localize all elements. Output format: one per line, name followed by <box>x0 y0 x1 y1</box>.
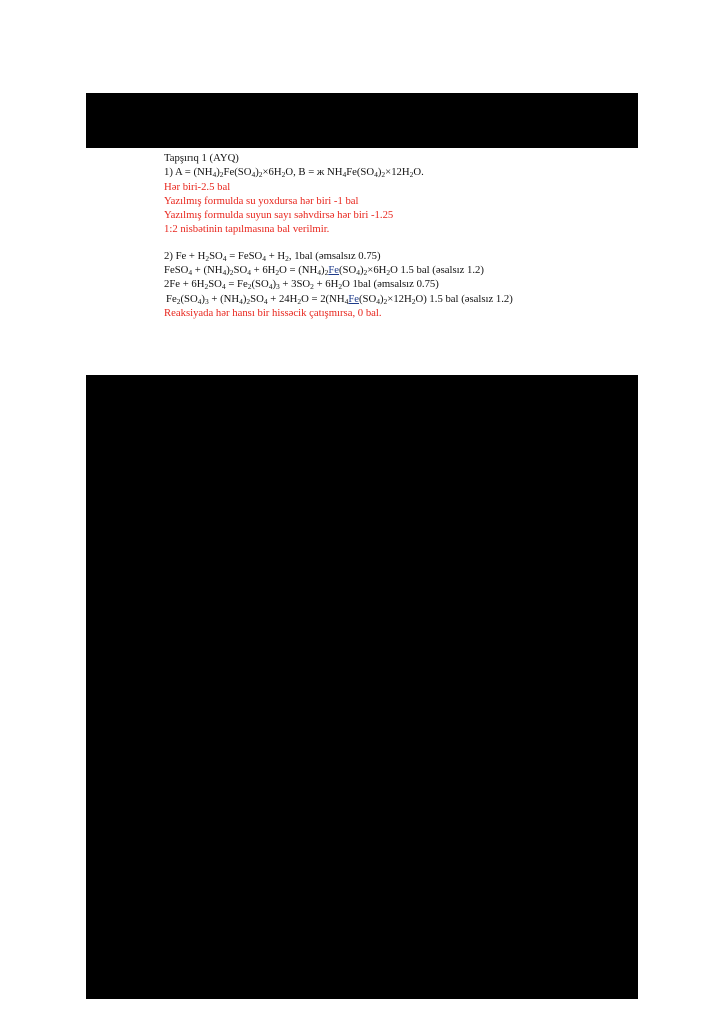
text-fragment: SO <box>233 264 248 277</box>
subscript: 2 <box>281 170 286 180</box>
subscript: 2 <box>386 268 391 278</box>
underlined-fragment: Fe <box>328 264 339 277</box>
subscript: 2 <box>381 170 386 180</box>
subscript: 4 <box>356 268 360 278</box>
subscript: 4 <box>251 170 256 180</box>
text-fragment: (SO <box>359 292 377 305</box>
text-fragment: + (NH <box>192 264 223 277</box>
redaction-block-top <box>86 93 638 148</box>
grading-note-missing-particle: Reaksiyada hər hansı bir hissəcik çatışmırsa, 0 bal. <box>164 306 382 319</box>
text-fragment: ) <box>226 264 230 277</box>
subscript: 2 <box>411 296 416 306</box>
text-fragment: O 1bal (əmsalsız 0.75) <box>342 278 439 291</box>
text-fragment: + 3SO <box>279 278 311 291</box>
task-title: Tapşırıq 1 (AYQ) <box>164 152 239 164</box>
text-fragment: 2) Fe + H <box>164 249 206 262</box>
subscript: 2 <box>246 296 251 306</box>
document-body <box>164 151 634 320</box>
paragraph-gap <box>164 237 634 249</box>
subscript: 2 <box>383 296 388 306</box>
text-fragment: Fe(SO <box>346 166 375 179</box>
text-fragment: ×6H <box>262 166 282 179</box>
subscript: 4 <box>222 253 227 263</box>
grading-note-each: Hər biri-2.5 bal <box>164 180 231 193</box>
text-fragment: SO <box>208 278 222 291</box>
subscript: 2 <box>219 170 224 180</box>
text-fragment: ×12H <box>385 166 410 179</box>
text-fragment: + 24H <box>267 292 298 305</box>
subscript: 4 <box>239 296 243 306</box>
grading-note-wrong-water: Yazılmış formulda suyun sayı səhvdirsə hər biri -1.25 <box>164 209 394 222</box>
text-fragment: (SO <box>180 292 198 305</box>
subscript: 2 <box>204 282 209 292</box>
text-fragment: + 6H <box>250 264 276 277</box>
text-fragment: ) <box>359 264 364 277</box>
reaction-line-1 <box>164 249 634 263</box>
subscript: 4 <box>317 268 321 278</box>
subscript: 2 <box>258 170 263 180</box>
text-fragment: = Fe <box>225 278 248 291</box>
subscript: 2 <box>285 253 289 263</box>
subscript: 2 <box>409 170 414 180</box>
subscript: 4 <box>188 268 193 278</box>
text-fragment: (SO <box>251 278 269 291</box>
subscript: 4 <box>212 170 217 180</box>
text-fragment: 1) A = (NH <box>164 166 213 179</box>
text-fragment: O 1.5 bal (əsalsız 1.2) <box>390 264 484 277</box>
text-fragment: ) <box>242 292 247 305</box>
subscript: 2 <box>338 282 343 292</box>
text-fragment: ×6H <box>367 264 387 277</box>
text-fragment: 2Fe + 6H <box>164 278 205 291</box>
text-fragment: O = (NH <box>279 264 318 277</box>
subscript: 4 <box>268 282 273 292</box>
text-fragment: ) <box>216 166 220 179</box>
text-fragment: + 6H <box>313 278 339 291</box>
reaction-line-3 <box>164 277 634 291</box>
text-fragment: ) <box>321 264 325 277</box>
subscript: 4 <box>344 296 349 306</box>
text-fragment: O) 1.5 bal (əsalsız 1.2) <box>415 292 513 305</box>
underlined-fragment: Fe <box>348 292 359 305</box>
subscript: 2 <box>324 268 329 278</box>
subscript: 4 <box>262 253 267 263</box>
subscript: 2 <box>205 253 210 263</box>
reaction-line-2 <box>164 263 634 277</box>
subscript: 4 <box>197 296 202 306</box>
reaction-line-4 <box>164 292 634 306</box>
text-fragment: + H <box>266 249 286 262</box>
subscript: 4 <box>221 282 226 292</box>
text-fragment: ) <box>379 292 384 305</box>
text-fragment: Fe(SO <box>223 166 252 179</box>
text-fragment: O, B = ж NH <box>285 166 343 179</box>
text-fragment: SO <box>250 292 264 305</box>
text-fragment: + (NH <box>208 292 240 305</box>
text-fragment: ) <box>201 292 205 305</box>
text-fragment: ) <box>272 278 276 291</box>
text-fragment: Fe <box>166 292 177 305</box>
grading-note-ratio: 1:2 nisbətinin tapılmasına bal verilmir. <box>164 223 330 236</box>
text-fragment: = FeSO <box>226 249 263 262</box>
subscript: 2 <box>229 268 234 278</box>
subscript: 3 <box>276 282 280 292</box>
subscript: 2 <box>363 268 368 278</box>
grading-note-no-water: Yazılmış formulda su yoxdursa hər biri -1 bal <box>164 194 359 207</box>
text-fragment: ) <box>377 166 382 179</box>
answer-formulas-line <box>164 165 634 179</box>
text-fragment: , 1bal (əmsalsız 0.75) <box>288 249 381 262</box>
subscript: 2 <box>297 296 302 306</box>
subscript: 3 <box>204 296 209 306</box>
subscript: 2 <box>275 268 280 278</box>
text-fragment: ) <box>255 166 259 179</box>
text-fragment: O. <box>413 166 424 179</box>
redaction-block-bottom <box>86 375 638 999</box>
subscript: 4 <box>374 170 378 180</box>
text-fragment: FeSO <box>164 264 189 277</box>
subscript: 4 <box>342 170 347 180</box>
text-fragment: (SO <box>339 264 357 277</box>
subscript: 2 <box>310 282 314 292</box>
subscript: 2 <box>247 282 252 292</box>
subscript: 4 <box>222 268 227 278</box>
subscript: 4 <box>263 296 268 306</box>
subscript: 4 <box>247 268 251 278</box>
text-fragment: SO <box>209 249 223 262</box>
text-fragment: ×12H <box>387 292 412 305</box>
subscript: 4 <box>376 296 380 306</box>
text-fragment: O = 2(NH <box>301 292 345 305</box>
subscript: 2 <box>176 296 181 306</box>
